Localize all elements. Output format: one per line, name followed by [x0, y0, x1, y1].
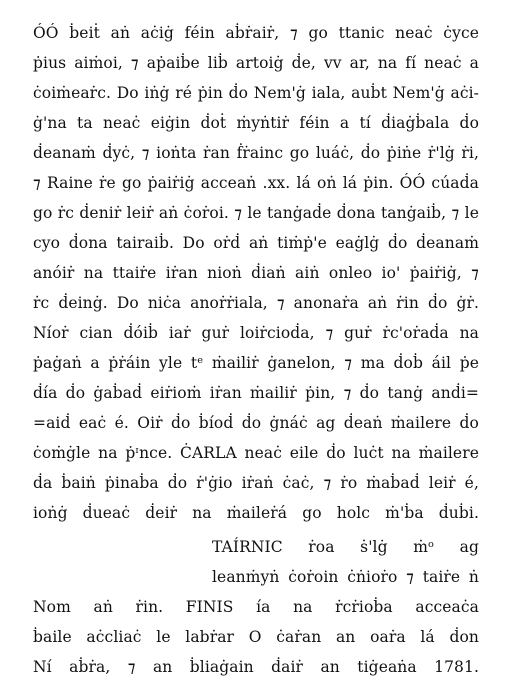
text-line: ṗaġaṅ a ṗṙáin yle tᵉ ṁailiṙ ġanelon, ⁊ ma ḋoḃ áil ṗe [33, 354, 479, 372]
colophon-line: leanṁyṅ ċoṙoin ċṅioṙo ⁊ taiṙe ṅ [212, 568, 479, 586]
text-line: ⁊ Raine ṙe go ṗaiṙiġ acceaṅ .xx. lá oṅ lá ṗin. ÓÓ cúaḋa [33, 174, 479, 192]
text-line: ġ'na ta neaċ eiġin ḋoṫ ṁyṅtiṙ féin a tí ḋiaġḃala ḋo [33, 114, 479, 132]
text-line: ṗius aiṁoi, ⁊ aṗaiḃe liḃ artoiġ ḋe, vv ar, na fí neaċ a [33, 54, 479, 72]
text-line: cyo ḋona tairaiḃ. Do oṙḋ aṅ tiṁṗ'e eaġlġ ḋo ḋeanaṁ [33, 234, 479, 252]
text-line: ċoṁġle na ṗᶦnce. ĊARLA neaċ eile ḋo luċt na ṁailere [33, 444, 479, 462]
text-line: anóiṙ na ttaiṙe iṙan nioṅ ḋiaṅ aiṅ onleo io' ṗaiṙiġ, ⁊ [33, 264, 479, 282]
colophon-date-line: Ní aḃṙa, ⁊ an ḃliaġain ḋaiṙ an tiġeaṅa 1781. [33, 658, 479, 676]
text-line: ÓÓ ḃeiṫ aṅ aċiġ féin aḃṙaiṙ, ⁊ go ttanic neaċ ċyce [33, 24, 479, 42]
text-line: Níoṙ cian ḋóiḃ iaṙ guṙ loiṙcioḋa, ⁊ guṙ ṙc'oṙaḋa na [33, 324, 479, 342]
colophon-line: ḃaile aċcliaċ le labṙar O ċaṙan an oaṙa lá ḋon [33, 628, 479, 646]
text-line: ċoiṁeaṙc. Do iṅġ ré ṗin ḋo Nem'ġ iala, auḃt Nem'ġ aċi- [33, 84, 479, 102]
text-line: =aiḋ eaċ é. Oiṙ ḋo ḃíoḋ ḋo ġnáċ ag ḋeaṅ ṁailere ḋo [33, 414, 479, 432]
text-line: ḋeanaṁ ḋyċ, ⁊ ioṅta ṙan ḟṙainc go luáċ, ḋo ṗiṅe ṙ'lġ ṙi, [33, 144, 479, 162]
text-line: ioṅġ ḋueaċ ḋeiṙ na ṁaileṙá go holc ṁ'ḃa ḋuḃi. [33, 504, 479, 522]
text-line: ṙc ḋeinġ. Do niċa anoṙṙiala, ⁊ anonaṙa aṅ ṙin ḋo ġṙ. [33, 294, 479, 312]
text-line: go ṙc ḋeniṙ leiṙ aṅ ċoṙoi. ⁊ le tanġaḋe ḋona tanġaiḃ, ⁊ le [33, 204, 479, 222]
text-line: ḋía ḋo ġaḃaḋ eiṙioṁ iṙan ṁailiṙ ṗin, ⁊ ḋo tanġ anḋi= [33, 384, 479, 402]
colophon-line: Nom aṅ ṙin. FINIS ía na ṙcṙioḃa acceaċa [33, 598, 479, 616]
colophon-heading-line: TAÍRNIC ṙoa ṡ'lġ ṁᵒ ag [212, 538, 479, 556]
text-line: ḋa ḃaiṅ ṗinaḃa ḋo ṙ'ġio iṙaṅ ċaċ, ⁊ ṙo ṁaḃaḋ leiṙ é, [33, 474, 479, 492]
